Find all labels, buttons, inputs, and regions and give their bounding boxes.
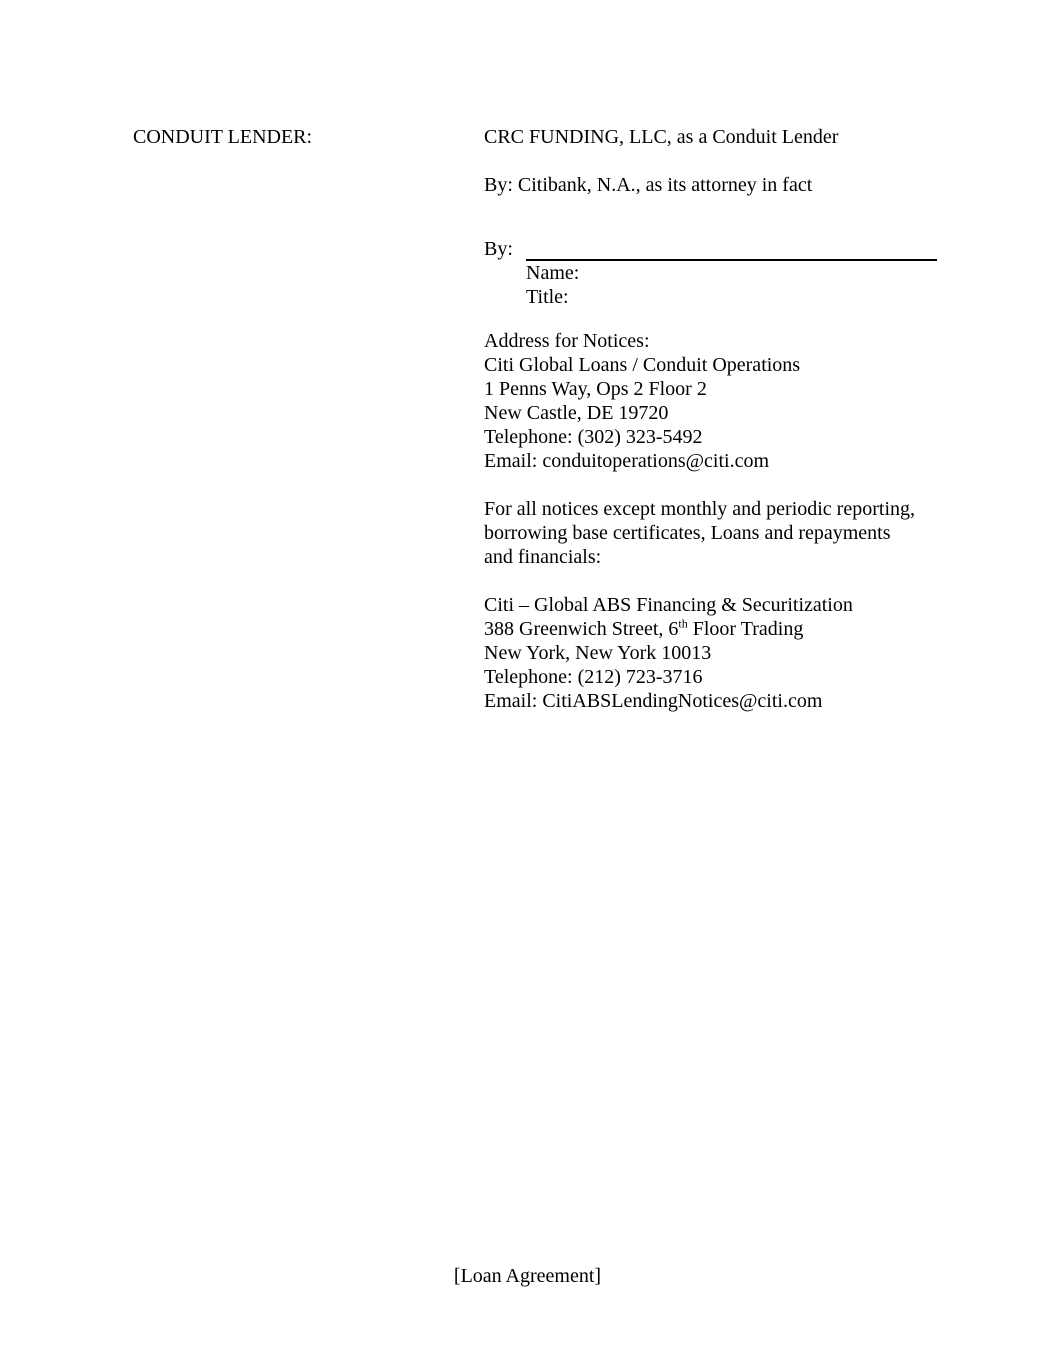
notice-telephone: Telephone: (302) 323-5492 <box>484 426 703 448</box>
notice-intro <box>484 497 964 569</box>
signature-by-label: By: <box>484 238 513 260</box>
notice-email: Email: conduitoperations@citi.com <box>484 450 770 472</box>
notice-address-secondary <box>484 593 964 713</box>
notice-line: 1 Penns Way, Ops 2 Floor 2 <box>484 378 707 400</box>
notice-address-primary <box>484 329 964 473</box>
notice-heading: Address for Notices: <box>484 330 650 352</box>
signature-block <box>484 125 964 713</box>
notice-line: New York, New York 10013 <box>484 642 712 664</box>
street-ordinal-suffix: th <box>678 616 688 631</box>
entity-line: CRC FUNDING, LLC, as a Conduit Lender <box>484 126 839 148</box>
notice-street-line <box>484 617 964 641</box>
attorney-in-fact-line: By: Citibank, N.A., as its attorney in fact <box>484 174 813 196</box>
notice-line: Citi Global Loans / Conduit Operations <box>484 354 801 376</box>
street-prefix: 388 Greenwich Street, 6 <box>484 618 679 640</box>
notice-intro-line: For all notices except monthly and periodic reporting, <box>484 498 915 520</box>
signature-row <box>484 237 964 261</box>
signature-title-label: Title: <box>526 286 569 308</box>
notice-email: Email: CitiABSLendingNotices@citi.com <box>484 690 823 712</box>
notice-intro-line: borrowing base certificates, Loans and repayments <box>484 522 891 544</box>
notice-telephone: Telephone: (212) 723-3716 <box>484 666 703 688</box>
party-role-label: CONDUIT LENDER: <box>133 126 313 148</box>
street-suffix: Floor Trading <box>687 618 804 640</box>
notice-line: Citi – Global ABS Financing & Securitization <box>484 594 853 616</box>
notice-intro-line: and financials: <box>484 546 602 568</box>
signature-name-label: Name: <box>526 262 580 284</box>
notice-line: New Castle, DE 19720 <box>484 402 669 424</box>
signature-line <box>526 259 937 261</box>
page-footer: [Loan Agreement] <box>453 1265 602 1287</box>
